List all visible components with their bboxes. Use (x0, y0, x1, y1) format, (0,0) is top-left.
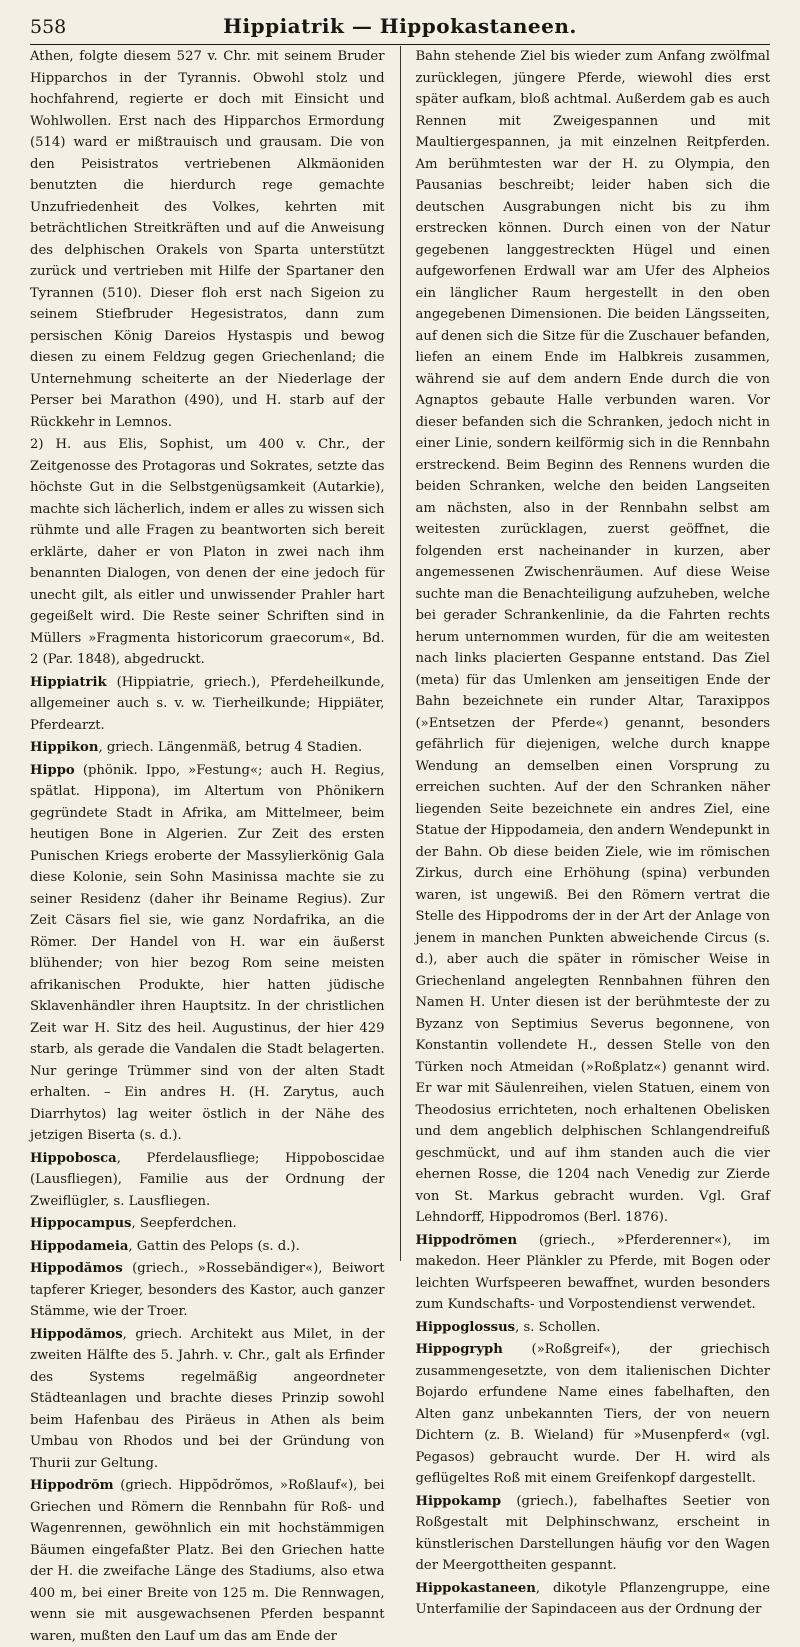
dictionary-entry (30, 760, 385, 1147)
entry-text: , dikotyle Pflanzengruppe, eine Unterfamilie der Sapindaceen aus der Ordnung der (415, 1580, 770, 1617)
dictionary-entry (30, 1258, 385, 1323)
dictionary-entry (30, 1475, 385, 1647)
column-divider (400, 46, 401, 1261)
entry-text: 2) H. aus Elis, Sophist, um 400 v. Chr., der Zeitgenosse des Protagoras und Sokrates, setzte das höchste Gut in die Selbstgenügsamkeit (Autarkie), machte sich lächerlich, indem er alles zu wissen sich rühmte und alle Fragen zu beantworten sich bereit erklärte, daher er von Platon in zwei nach ihm benannten Dialogen, von denen der eine jedoch für unecht gilt, als eitler und unwissender Prahler hart gegeißelt wird. Die Reste seiner Schriften sind in Müllers »Fragmenta historicorum graecorum«, Bd. 2 (Par. 1848), abgedruckt. (30, 437, 385, 667)
entry-headword: Hippokastaneen (415, 1580, 536, 1596)
dictionary-entry (30, 1324, 385, 1475)
dictionary-entry (30, 1236, 385, 1258)
entry-headword: Hippogryph (415, 1342, 503, 1357)
entry-text: Athen, folgte diesem 527 v. Chr. mit seinem Bruder Hipparchos in der Tyrannis. Obwohl stolz und hochfahrend, regierte er doch mit Einsicht und Wohlwollen. Erst nach des Hipparchos Ermordung (514) ward er mißtrauisch und grausam. Die von den Peisistratos vertriebenen Alkmäoniden benutzten die hierdurch rege gemachte Unzufriedenheit des Volkes, kehrten mit beträchtlichen Streitkräften und auf die Anweisung des delphischen Orakels von Sparta unterstützt zurück und vertrieben mit Hilfe der Spartaner den Tyrannen (510). Dieser floh erst nach Sigeion zu seinem Stiefbruder Hegesistratos, dann zum persischen König Dareios Hystaspis und bewog diesen zu einem Feldzug gegen Griechenland; die Unternehmung scheiterte an der Niederlage der Perser bei Marathon (490), und H. starb auf der Rückkehr in Lemnos. (30, 49, 385, 430)
dictionary-entry (415, 1339, 770, 1490)
entry-headword: Hippoglossus (415, 1319, 516, 1335)
entry-headword: Hippodrŏmen (415, 1232, 518, 1248)
entry-headword: Hippiatrik (30, 674, 107, 690)
entry-headword: Hippobosca (30, 1150, 117, 1166)
entry-headword: Hippodameia (30, 1238, 129, 1254)
dictionary-entry (30, 1148, 385, 1213)
entry-text: (Hippiatrie, griech.), Pferdeheilkunde, allgemeiner auch s. v. w. Tierheilkunde; Hippiäter, Pferdearzt. (30, 674, 385, 733)
entry-headword: Hippikon (30, 740, 99, 755)
dictionary-entry (415, 1230, 770, 1316)
page-number: 558 (30, 16, 67, 38)
entry-headword: Hippodămos (30, 1261, 123, 1276)
entry-headword: Hippocampus (30, 1216, 132, 1231)
dictionary-entry (415, 1317, 770, 1339)
entry-headword: Hippodrŏm (30, 1478, 114, 1493)
entry-text: , Seepferdchen. (131, 1216, 237, 1231)
entry-text: , Gattin des Pelops (s. d.). (128, 1238, 300, 1254)
entry-continuation (415, 46, 770, 1229)
entry-text: (phönik. Ippo, »Festung«; auch H. Regius, spätlat. Hippona), im Altertum von Phönikern gegründete Stadt in Afrika, am Mittelmeer, beim heutigen Bone in Algerien. Zur Zeit des ersten Punischen Kriegs eroberte der Massylierkönig Gala diese Kolonie, sein Sohn Masinissa machte sie zu seiner Residenz (daher ihr Beiname Regius). Zur Zeit Cäsars fiel sie, wie ganz Nordafrika, an die Römer. Der Handel von H. war ein äußerst blühender; von hier bezog Rom seine meisten afrikanischen Produkte, hier hatten jüdische Sklavenhändler ihren Hauptsitz. In der christlichen Zeit war H. Sitz des heil. Augustinus, der hier 429 starb, als gerade die Vandalen die Stadt belagerten. Nur geringe Trümmer sind von der alten Stadt erhalten. – Ein andres H. (H. Zarytus, auch Diarrhytos) lag weiter östlich in der Nähe des jetzigen Biserta (s. d.). (30, 762, 385, 1143)
entry-text: , s. Schollen. (515, 1319, 601, 1335)
left-column (30, 46, 385, 1644)
dictionary-entry (30, 1213, 385, 1235)
entry-continuation (30, 434, 385, 671)
entry-text: (griech.), fabelhaftes Seetier von Roßgestalt mit Delphinschwanz, erscheint in künstlerischen Darstellungen häufig vor den Wagen der Meergottheiten gespannt. (415, 1493, 770, 1573)
entry-text: , Pferdelausfliege; Hippoboscidae (Lausfliegen), Familie aus der Ordnung der Zweiflügler, s. Lausfliegen. (30, 1150, 385, 1209)
text-columns (30, 46, 770, 1644)
entry-text: (griech., »Rossebändiger«), Beiwort tapferer Krieger, besonders des Kastor, auch ganzer Stämme, wie der Troer. (30, 1261, 385, 1319)
dictionary-entry (30, 672, 385, 737)
running-title: Hippiatrik — Hippokastaneen. (223, 14, 577, 38)
entry-text: (»Roßgreif«), der griechisch zusammengesetzte, von dem italienischen Dichter Bojardo erfundene Name eines fabelhaften, den Alten ganz unbekannten Tiers, der von neuern Dichtern (z. B. Wieland) für »Musenpferd« (vgl. Pegasos) gebraucht wurde. Der H. wird als geflügeltes Roß mit einem Greifenkopf dargestellt. (415, 1342, 770, 1486)
dictionary-entry (415, 1491, 770, 1577)
dictionary-entry (30, 737, 385, 759)
entry-text: (griech., »Pferderenner«), im makedon. Heer Plänkler zu Pferde, mit Bogen oder leichten Wurfspeeren bewaffnet, wurden besonders zum Kundschafts- und Vorpostendienst verwendet. (415, 1232, 770, 1312)
entry-text: , griech. Architekt aus Milet, in der zweiten Hälfte des 5. Jahrh. v. Chr., galt als Erfinder des Systems regelmäßig angeordneter Städteanlagen und brachte dieses Prinzip sowohl beim Hafenbau des Piräeus in Athen als beim Umbau von Rhodos und bei der Gründung von Thurii zur Geltung. (30, 1326, 385, 1471)
entry-headword: Hippo (30, 762, 75, 778)
page-header (30, 10, 770, 45)
entry-text: Bahn stehende Ziel bis wieder zum Anfang zwölfmal zurücklegen, jüngere Pferde, wiewohl dies erst später aufkam, bloß achtmal. Außerdem gab es auch Rennen mit Zweigespannen und mit Maultiergespannen, ja mit einzelnen Reitpferden. Am berühmtesten war der H. zu Olympia, den Pausanias beschreibt; leider haben sich die deutschen Ausgrabungen nicht bis zu ihm erstrecken können. Durch einen von der Natur gegebenen langgestreckten Hügel und einen aufgeworfenen Erdwall war am Ufer des Alpheios ein länglicher Raum hergestellt in den oben angegebenen Dimensionen. Die beiden Längsseiten, auf denen sich die Sitze für die Zuschauer befanden, liefen an einem Ende im Halbkreis zusammen, während sie auf dem andern Ende durch die von Agnaptos gebaute Halle verbunden waren. Vor dieser befanden sich die Schranken, jedoch nicht in einer Linie, sondern keilförmig sich in die Rennbahn erstreckend. Beim Beginn des Rennens wurden die beiden Schranken, welche den beiden Langseiten am nächsten, also in der Rennbahn selbst am weitesten zurücklagen, zuerst geöffnet, die folgenden erst nacheinander in kurzen, aber angemessenen Zwischenräumen. Auf diese Weise suchte man die Benachteiligung aufzuheben, welche bei gerader Schrankenlinie, da die Fahrten rechts herum unternommen wurden, für die am weitesten nach links placierten Gespanne entstand. Das Ziel (meta) für das Umlenken am jenseitigen Ende der Bahn bezeichnete ein runder Altar, Taraxippos (»Entsetzen der Pferde«) genannt, besonders gefährlich für diejenigen, welche durch knappe Wendung an demselben einen Vorsprung zu erreichen suchten. Auf der den Schranken näher liegenden Seite bezeichnete ein andres Ziel, eine Statue der Hippodameia, den andern Wendepunkt in der Bahn. Ob diese beiden Ziele, wie im römischen Zirkus, durch eine Erhöhung (spina) verbunden waren, ist ungewiß. Bei den Römern vertrat die Stelle des Hippodroms der in der Art der Anlage von jenem in manchen Punkten abweichende Circus (s. d.), aber auch die später in römischer Weise in Griechenland angelegten Rennbahnen führen den Namen H. Unter diesen ist der berühmteste der zu Byzanz von Septimius Severus begonnene, von Konstantin vollendete H., dessen Stelle von den Türken noch Atmeidan (»Roßplatz«) genannt wird. Er war mit Säulenreihen, vielen Statuen, einem von Theodosius errichteten, noch erhaltenen Obelisken und dem angeblich delphischen Schlangendreifuß geschmückt, und auf ihm standen auch die vier ehernen Rosse, die 1204 nach Venedig zur Zierde von St. Markus gebracht wurden. Vgl. Graf Lehndorff, Hippodromos (Berl. 1876). (415, 49, 770, 1225)
entry-continuation (30, 46, 385, 433)
dictionary-entry (415, 1578, 770, 1621)
entry-text: , griech. Längenmäß, betrug 4 Stadien. (98, 740, 363, 755)
right-column (415, 46, 770, 1617)
entry-text: (griech. Hippŏdrŏmos, »Roßlauf«), bei Griechen und Römern die Rennbahn für Roß- und Wagenrennen, gewöhnlich ein mit hochstämmigen Bäumen eingefaßter Platz. Bei den Griechen hatte der H. die zweifache Länge des Stadiums, also etwa 400 m, bei einer Breite von 125 m. Die Rennwagen, wenn sie mit ausgewachsenen Pferden bespannt waren, mußten den Lauf um das am Ende der (30, 1478, 385, 1644)
entry-headword: Hippokamp (415, 1493, 502, 1509)
entry-headword: Hippodămos (30, 1326, 123, 1342)
